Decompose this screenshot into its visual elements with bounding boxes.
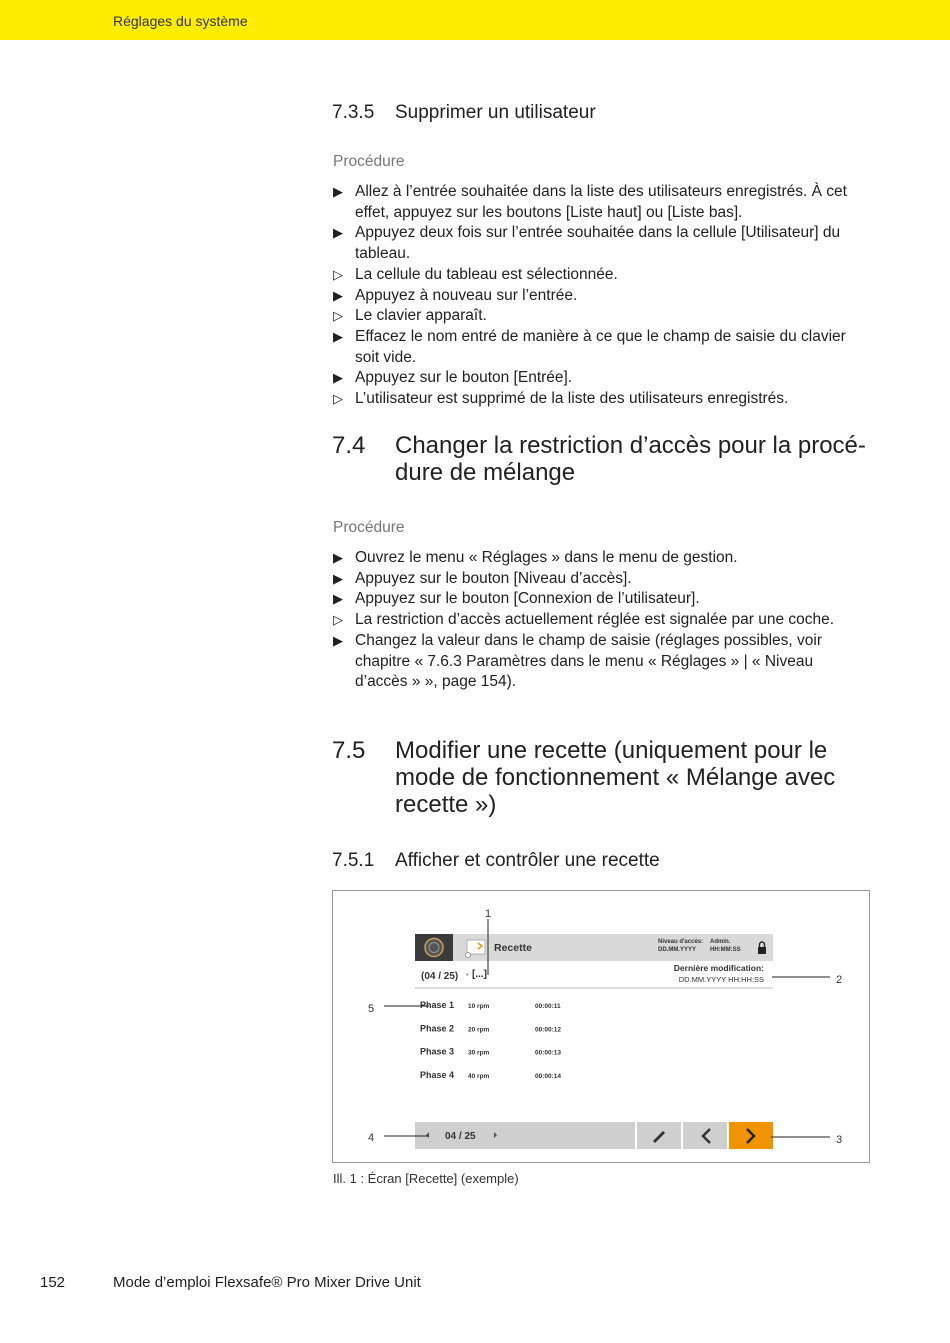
last-modified-label: Dernière modification:: [673, 963, 764, 973]
filled-triangle-icon: ▶: [333, 225, 343, 241]
callout-1: 1: [485, 908, 492, 920]
procedure-label: Procédure: [333, 153, 405, 170]
phase-list: [420, 1000, 561, 1080]
filled-triangle-icon: ▶: [333, 550, 343, 565]
filled-triangle-icon: ▶: [333, 591, 343, 607]
result-step: [333, 306, 868, 327]
heading-title: Afficher et contrôler une recette: [395, 850, 660, 871]
action-step: [333, 548, 868, 569]
phase-name: Phase 3: [420, 1046, 455, 1057]
separator-dot: •: [466, 972, 469, 979]
filled-triangle-icon: ▶: [333, 328, 343, 344]
page-number: 152: [40, 1274, 66, 1291]
callout-4: 4: [368, 1132, 375, 1144]
screen-title: Recette: [494, 942, 532, 954]
figure-caption: Ill. 1 : Écran [Recette] (exemple): [333, 1171, 519, 1186]
action-step: [333, 368, 868, 389]
recipe-counter: (04 / 25): [421, 971, 459, 982]
home-icon: [425, 939, 443, 957]
header-bar: [0, 0, 950, 40]
step-text: Changez la valeur dans le champ de saisie (réglages possibles, voir chapitre « 7.6.3 Paramètres dans le menu « Réglages » | « Niveau d’accès » », page 154).: [355, 631, 822, 691]
forward-button[interactable]: [729, 1122, 773, 1149]
result-step: [333, 265, 868, 286]
recipe-icon-dot: [466, 953, 471, 958]
heading-title: Changer la restriction d’accès pour la procé- dure de mélange: [395, 432, 866, 486]
callout-3: 3: [836, 1134, 843, 1146]
step-text: Appuyez sur le bouton [Entrée].: [355, 369, 573, 387]
step-text: Ouvrez le menu « Réglages » dans le menu de gestion.: [355, 549, 738, 566]
action-step: [333, 327, 868, 368]
steps-list-7-3-5: [333, 182, 868, 410]
time-display: HH:MM:SS: [710, 947, 741, 953]
outline-triangle-icon: ▷: [333, 612, 343, 628]
recipe-icon: [467, 940, 485, 954]
callout-2: 2: [836, 974, 843, 986]
procedure-label: Procédure: [333, 519, 405, 536]
outline-triangle-icon: ▷: [333, 391, 343, 407]
step-text: Appuyez sur le bouton [Niveau d’accès].: [355, 569, 632, 587]
step-text: L’utilisateur est supprimé de la liste des utilisateurs enregistrés.: [355, 390, 789, 408]
pager-value: 04 / 25: [445, 1131, 476, 1142]
access-value: Admin.: [710, 939, 731, 945]
phase-time: 00:00:11: [535, 1003, 561, 1010]
heading-number: 7.5: [332, 737, 366, 764]
phase-time: 00:00:14: [535, 1072, 562, 1080]
filled-triangle-icon: ▶: [333, 370, 343, 386]
action-step: [333, 589, 868, 610]
filled-triangle-icon: ▶: [333, 632, 343, 648]
phase-speed: 10 rpm: [468, 1003, 490, 1010]
steps-list-7-4: [333, 548, 868, 693]
step-text: La restriction d’accès actuellement réglée est signalée par une coche.: [355, 611, 835, 629]
outline-triangle-icon: ▷: [333, 266, 343, 282]
last-modified-value: DD.MM.YYYY HH:HH:SS: [678, 975, 764, 984]
step-text: Le clavier apparaît.: [355, 307, 487, 325]
heading-number: 7.3.5: [332, 102, 375, 123]
step-text: La cellule du tableau est sélectionnée.: [355, 265, 618, 283]
phase-time: 00:00:13: [535, 1049, 562, 1057]
lock-icon: [758, 947, 766, 954]
date-display: DD.MM.YYYY: [658, 947, 697, 953]
phase-speed: 40 rpm: [468, 1072, 490, 1080]
action-step: [333, 182, 868, 223]
recipe-screen-figure: [332, 890, 870, 1163]
heading-title: Supprimer un utilisateur: [395, 102, 596, 123]
step-text: Appuyez à nouveau sur l’entrée.: [355, 286, 578, 304]
callout-5: 5: [368, 1003, 375, 1015]
step-text: Appuyez deux fois sur l’entrée souhaitée dans la cellule [Utilisateur] du tableau.: [355, 224, 841, 263]
step-text: Appuyez sur le bouton [Connexion de l’utilisateur].: [355, 590, 700, 608]
action-step: [333, 569, 868, 590]
recipe-screen-svg: [333, 891, 869, 1162]
action-step: [333, 223, 868, 264]
phase-time: 00:00:12: [535, 1026, 562, 1034]
footer-title: Mode d’emploi Flexsafe® Pro Mixer Drive Unit: [113, 1274, 421, 1291]
phase-name: Phase 1: [420, 1000, 455, 1010]
phase-speed: 30 rpm: [468, 1049, 490, 1057]
action-step: [333, 286, 868, 307]
header-section-title: Réglages du système: [113, 13, 248, 29]
step-text: Effacez le nom entré de manière à ce que le champ de saisie du clavier soit vide.: [355, 327, 846, 366]
action-step: [333, 631, 868, 693]
step-text: Allez à l’entrée souhaitée dans la liste des utilisateurs enregistrés. À cet effet, appuyez sur les boutons [Liste haut] ou [Liste bas].: [355, 183, 847, 221]
filled-triangle-icon: ▶: [333, 570, 343, 586]
outline-triangle-icon: ▷: [333, 308, 343, 324]
result-step: [333, 610, 868, 631]
phase-speed: 20 rpm: [468, 1026, 490, 1034]
result-step: [333, 389, 868, 410]
heading-number: 7.4: [332, 432, 366, 459]
phase-name: Phase 4: [420, 1069, 455, 1080]
filled-triangle-icon: ▶: [333, 287, 343, 303]
heading-title: Modifier une recette (uniquement pour le mode de fonctionnement « Mélange avec recette »): [395, 737, 836, 818]
phase-name: Phase 2: [420, 1023, 455, 1034]
filled-triangle-icon: ▶: [333, 184, 343, 199]
recipe-name[interactable]: [...]: [472, 969, 487, 980]
access-label: Niveau d'accès:: [658, 939, 704, 945]
heading-number: 7.5.1: [332, 850, 375, 871]
